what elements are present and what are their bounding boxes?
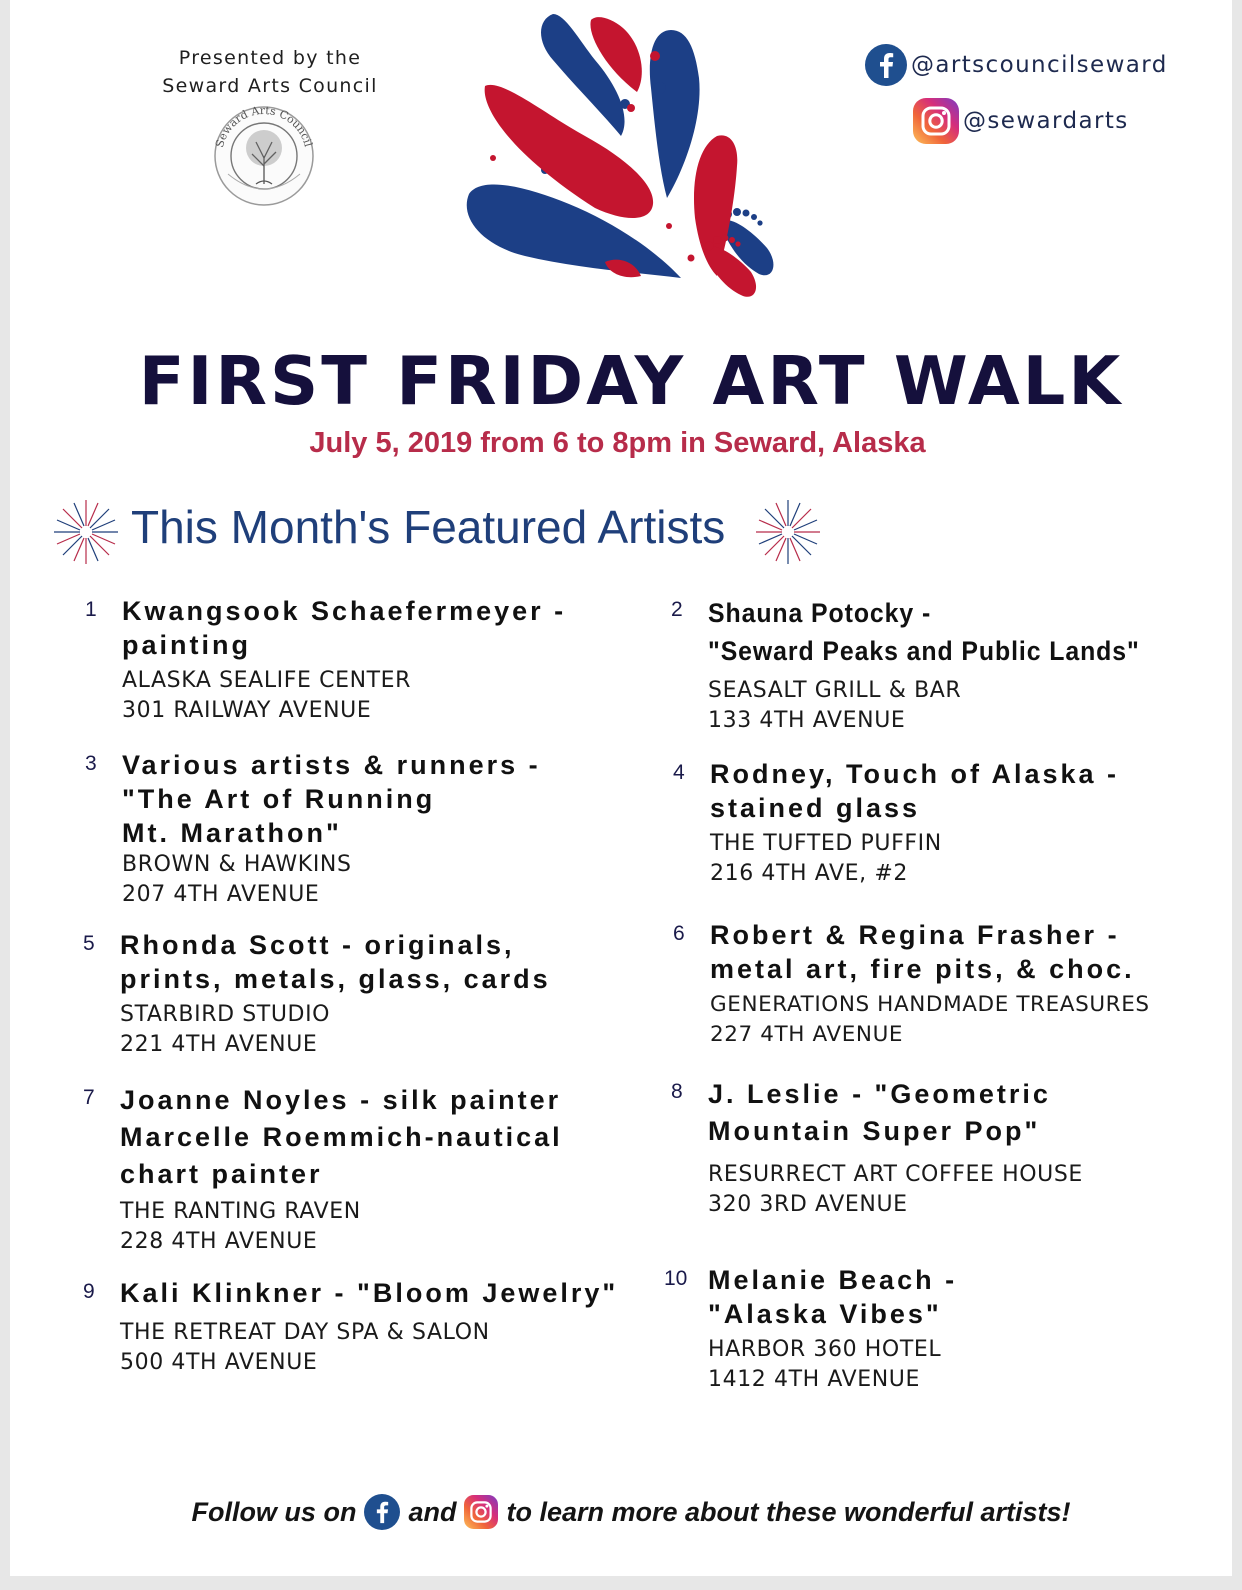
instagram-handle[interactable]: @sewardarts — [963, 108, 1129, 134]
firework-left-icon — [50, 496, 122, 568]
footer-and-text: and — [408, 1496, 457, 1527]
artist-venue: RESURRECT ART COFFEE HOUSE 320 3RD AVENUE — [708, 1162, 1083, 1217]
artist-number: 9 — [83, 1280, 95, 1303]
presented-by-line: Presented by the — [178, 47, 362, 69]
artist-name: J. Leslie - "Geometric Mountain Super Pop" — [708, 1079, 1051, 1146]
artist-name: Melanie Beach - "Alaska Vibes" — [708, 1265, 958, 1329]
footer-facebook-icon[interactable] — [364, 1494, 400, 1530]
artist-name: Joanne Noyles - silk painter Marcelle Roemmich-nautical chart painter — [120, 1085, 563, 1189]
artist-number: 1 — [85, 598, 97, 621]
artist-number: 10 — [664, 1267, 688, 1290]
facebook-link[interactable] — [865, 44, 1168, 86]
artist-number: 2 — [671, 598, 683, 621]
artist-venue: STARBIRD STUDIO 221 4TH AVENUE — [120, 1002, 331, 1057]
artist-entry-1 — [85, 594, 567, 726]
artist-name: Robert & Regina Frasher - metal art, fire pits, & choc. — [710, 920, 1135, 984]
facebook-handle[interactable]: @artscouncilseward — [911, 52, 1168, 78]
svg-text:Seward Arts Council: Seward Arts Council — [212, 104, 315, 149]
artist-name: Various artists & runners - "The Art of Running Mt. Marathon" — [122, 750, 541, 848]
artist-number: 7 — [83, 1086, 95, 1109]
artist-venue: ALASKA SEALIFE CENTER 301 RAILWAY AVENUE — [122, 668, 412, 723]
artist-number: 8 — [671, 1080, 683, 1103]
arts-council-seal-logo — [208, 104, 320, 208]
artist-number: 3 — [85, 752, 97, 775]
art-walk-splash-logo — [455, 8, 785, 308]
artist-entry-10 — [664, 1263, 958, 1395]
artist-number: 4 — [673, 761, 685, 784]
event-date-location: July 5, 2019 from 6 to 8pm in Seward, Alaska — [309, 427, 926, 459]
artist-name: Kwangsook Schaefermeyer - painting — [122, 596, 567, 660]
artist-entry-8 — [671, 1076, 1083, 1220]
instagram-icon — [913, 98, 959, 144]
artist-number: 5 — [83, 932, 95, 955]
artist-number: 6 — [673, 922, 685, 945]
artist-name: Rodney, Touch of Alaska - stained glass — [710, 759, 1120, 823]
artist-entry-2 — [671, 594, 1177, 736]
artist-venue: THE RANTING RAVEN 228 4TH AVENUE — [120, 1199, 361, 1254]
featured-artists-heading: This Month's Featured Artists — [131, 501, 726, 553]
artist-venue: HARBOR 360 HOTEL 1412 4TH AVENUE — [708, 1337, 942, 1392]
artist-entry-3 — [85, 748, 541, 910]
artist-venue: SEASALT GRILL & BAR 133 4TH AVENUE — [708, 678, 962, 733]
artist-entry-4 — [673, 757, 1120, 889]
instagram-link[interactable] — [913, 98, 1129, 144]
artist-venue: GENERATIONS HANDMADE TREASURES 227 4TH AVENUE — [710, 992, 1150, 1047]
artist-name: Shauna Potocky - "Seward Peaks and Public Lands" — [708, 598, 1140, 666]
artist-name: Kali Klinkner - "Bloom Jewelry" — [120, 1278, 619, 1308]
artist-entry-9 — [83, 1276, 619, 1378]
artist-entry-6 — [673, 918, 1150, 1050]
presented-by — [150, 44, 390, 100]
facebook-icon — [865, 44, 907, 86]
flyer-page — [10, 0, 1232, 1576]
artist-entry-5 — [83, 928, 551, 1060]
footer-instagram-icon[interactable] — [464, 1495, 498, 1529]
follow-us-footer — [10, 1494, 1242, 1530]
footer-follow-text: Follow us on — [191, 1496, 357, 1527]
artist-venue: BROWN & HAWKINS 207 4TH AVENUE — [122, 852, 352, 907]
artist-venue: THE TUFTED PUFFIN 216 4TH AVE, #2 — [710, 831, 942, 886]
presenter-name: Seward Arts Council — [162, 75, 378, 97]
event-title: FIRST FRIDAY ART WALK — [138, 342, 1124, 420]
artist-venue: THE RETREAT DAY SPA & SALON 500 4TH AVENUE — [120, 1320, 490, 1375]
artist-name: Rhonda Scott - originals, prints, metals, glass, cards — [120, 930, 551, 994]
artist-entry-7 — [83, 1082, 563, 1257]
footer-rest-text: to learn more about these wonderful artists! — [506, 1496, 1071, 1527]
firework-right-icon — [752, 496, 824, 568]
